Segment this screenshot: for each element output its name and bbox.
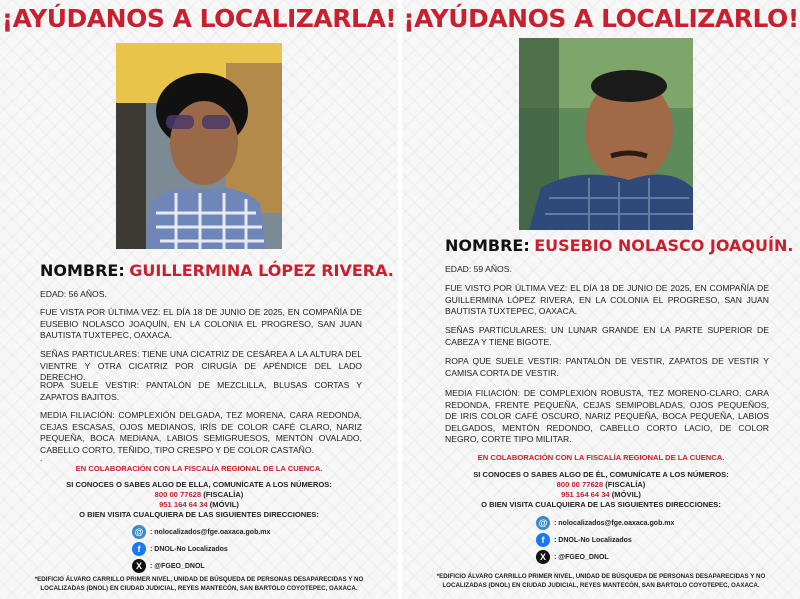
collaboration-note: EN COLABORACIÓN CON LA FISCALÍA REGIONAL DE LA CUENCA. [477, 453, 725, 462]
phone-fiscalia[interactable]: 800 00 77628 [154, 490, 202, 499]
email-icon: @ [536, 516, 550, 530]
x-text[interactable]: : @FGEO_DNOL [150, 562, 205, 570]
phone-fiscalia[interactable]: 800 00 77628 [556, 480, 604, 489]
last-seen-text: FUE VISTA POR ÚLTIMA VEZ: EL DÍA 18 DE JUNIO DE 2025, EN COMPAÑÍA DE EUSEBIO NOLASCO JOAQUÍN, EN LA COLONIA EL PROGRESO, SAN JUAN BAUTISTA TUXTEPEC, OAXACA. [40, 307, 362, 340]
poster-right [402, 0, 800, 599]
phone-fiscalia-label: (FISCALÍA) [605, 480, 646, 489]
age-text: EDAD: 59 AÑOS. [445, 264, 512, 274]
clothing-text: ROPA QUE SUELE VESTIR: PANTALÓN DE VESTIR, ZAPATOS DE VESTIR Y CAMISA CORTA DE VESTIR. [445, 356, 769, 378]
phone-mobile-row [402, 490, 800, 500]
phone-fiscalia-row [402, 480, 800, 490]
x-row[interactable] [132, 559, 205, 573]
distinctive-marks-text: SEÑAS PARTICULARES: UN LUNAR GRANDE EN LA PARTE SUPERIOR DE CABEZA Y TIENE BIGOTE. [445, 325, 769, 347]
contact-intro: SI CONOCES O SABES ALGO DE ELLA, COMUNÍCATE A LOS NÚMEROS: [66, 480, 332, 489]
facebook-text[interactable]: : DNOL-No Localizados [150, 545, 228, 553]
name-row [445, 236, 793, 256]
name-value: EUSEBIO NOLASCO JOAQUÍN. [534, 236, 794, 255]
name-label: NOMBRE: [445, 236, 530, 255]
contact-block [0, 480, 398, 520]
phone-fiscalia-label: (FISCALÍA) [203, 490, 244, 499]
collaboration-note: EN COLABORACIÓN CON LA FISCALÍA REGIONAL DE LA CUENCA. [75, 464, 323, 473]
headline: ¡AYÚDANOS A LOCALIZARLA! [1, 4, 397, 33]
name-row [40, 261, 394, 281]
trailing-dot: . [40, 453, 43, 463]
facebook-row[interactable] [132, 542, 228, 556]
facebook-icon: f [536, 533, 550, 547]
visit-text: O BIEN VISITA CUALQUIERA DE LAS SIGUIENTES DIRECCIONES: [79, 510, 319, 519]
phone-fiscalia-row [0, 490, 398, 500]
x-icon: X [132, 559, 146, 573]
phone-mobile[interactable]: 951 164 64 34 [561, 490, 610, 499]
contact-block [402, 470, 800, 510]
email-row[interactable] [536, 516, 674, 530]
email-text[interactable]: : nolocalizados@fge.oaxaca.gob.mx [554, 519, 675, 527]
name-label: NOMBRE: [40, 261, 125, 280]
visit-text: O BIEN VISITA CUALQUIERA DE LAS SIGUIENTES DIRECCIONES: [481, 500, 721, 509]
headline: ¡AYÚDANOS A LOCALIZARLO! [403, 4, 799, 33]
last-seen-text: FUE VISTO POR ÚLTIMA VEZ: EL DÍA 18 DE JUNIO DE 2025, EN COMPAÑÍA DE GUILLERMINA LÓPEZ RIVERA, EN LA COLONIA EL PROGRESO, SAN JUAN BAUTISTA TUXTEPEC, OAXACA. [445, 283, 769, 316]
age-text: EDAD: 56 AÑOS. [40, 289, 107, 299]
poster-left [0, 0, 398, 599]
missing-person-photo [519, 38, 693, 230]
description-text: MEDIA FILIACIÓN: DE COMPLEXIÓN ROBUSTA, TEZ MORENO-CLARO, CARA REDONDA, FRENTE PEQUEÑA, CEJAS SEMIPOBLADAS, OJOS PEQUEÑOS, DE IRIS COLOR CAFÉ OSCURO, NARIZ PEQUEÑA, BOCA PEQUEÑA, LABIOS DELGADOS, MENTÓN REDONDO, CABELLO CORTO LACIO, DE COLOR NEGRO, CORTE TIPO MILITAR. [445, 388, 769, 444]
distinctive-marks-text: SEÑAS PARTICULARES: TIENE UNA CICATRIZ DE CESÁREA A LA ALTURA DEL VIENTRE Y OTRA CICATRIZ POR CIRUGÍA DE APÉNDICE DEL LADO DERECHO. [40, 349, 362, 382]
email-icon: @ [132, 525, 146, 539]
x-text[interactable]: : @FGEO_DNOL [554, 553, 609, 561]
x-row[interactable] [536, 550, 609, 564]
description-text: MEDIA FILIACIÓN: COMPLEXIÓN DELGADA, TEZ MORENA, CARA REDONDA, CEJAS ESCASAS, OJOS MEDIANOS, IRÍS DE COLOR CAFÉ CLARO, NARIZ PEQUEÑA, BOCA MEDIANA, LABIOS SEMIGRUESOS, MENTÓN OVALADO, CABELLO CORTO, TEÑIDO, TIPO CRESPO Y DE COLOR CASTAÑO. [40, 410, 362, 455]
missing-person-photo [116, 43, 282, 249]
footer-address: *EDIFICIO ÁLVARO CARRILLO PRIMER NIVEL, UNIDAD DE BÚSQUEDA DE PERSONAS DESAPARECIDAS Y NO LOCALIZADAS (DNOL) EN CIUDAD JUDICIAL, REYES MANTECÓN, SAN BARTOLO COYOTEPEC, OAXACA. [436, 573, 766, 589]
clothing-text: ROPA SUELE VESTIR: PANTALÓN DE MEZCLILLA, BLUSAS CORTAS Y ZAPATOS BAJITOS. [40, 380, 362, 402]
email-row[interactable] [132, 525, 270, 539]
name-value: GUILLERMINA LÓPEZ RIVERA. [129, 261, 394, 280]
footer-address: *EDIFICIO ÁLVARO CARRILLO PRIMER NIVEL, UNIDAD DE BÚSQUEDA DE PERSONAS DESAPARECIDAS Y NO LOCALIZADAS (DNOL) EN CIUDAD JUDICIAL, REYES MANTECÓN, SAN BARTOLO COYOTEPEC, OAXACA. [34, 576, 364, 592]
email-text[interactable]: : nolocalizados@fge.oaxaca.gob.mx [150, 528, 271, 536]
phone-mobile-label: (MÓVIL) [209, 500, 239, 509]
x-icon: X [536, 550, 550, 564]
facebook-row[interactable] [536, 533, 632, 547]
facebook-text[interactable]: : DNOL-No Localizados [554, 536, 632, 544]
phone-mobile[interactable]: 951 164 64 34 [159, 500, 208, 509]
facebook-icon: f [132, 542, 146, 556]
contact-intro: SI CONOCES O SABES ALGO DE ÉL, COMUNÍCATE A LOS NÚMEROS: [473, 470, 729, 479]
phone-mobile-row [0, 500, 398, 510]
phone-mobile-label: (MÓVIL) [611, 490, 641, 499]
